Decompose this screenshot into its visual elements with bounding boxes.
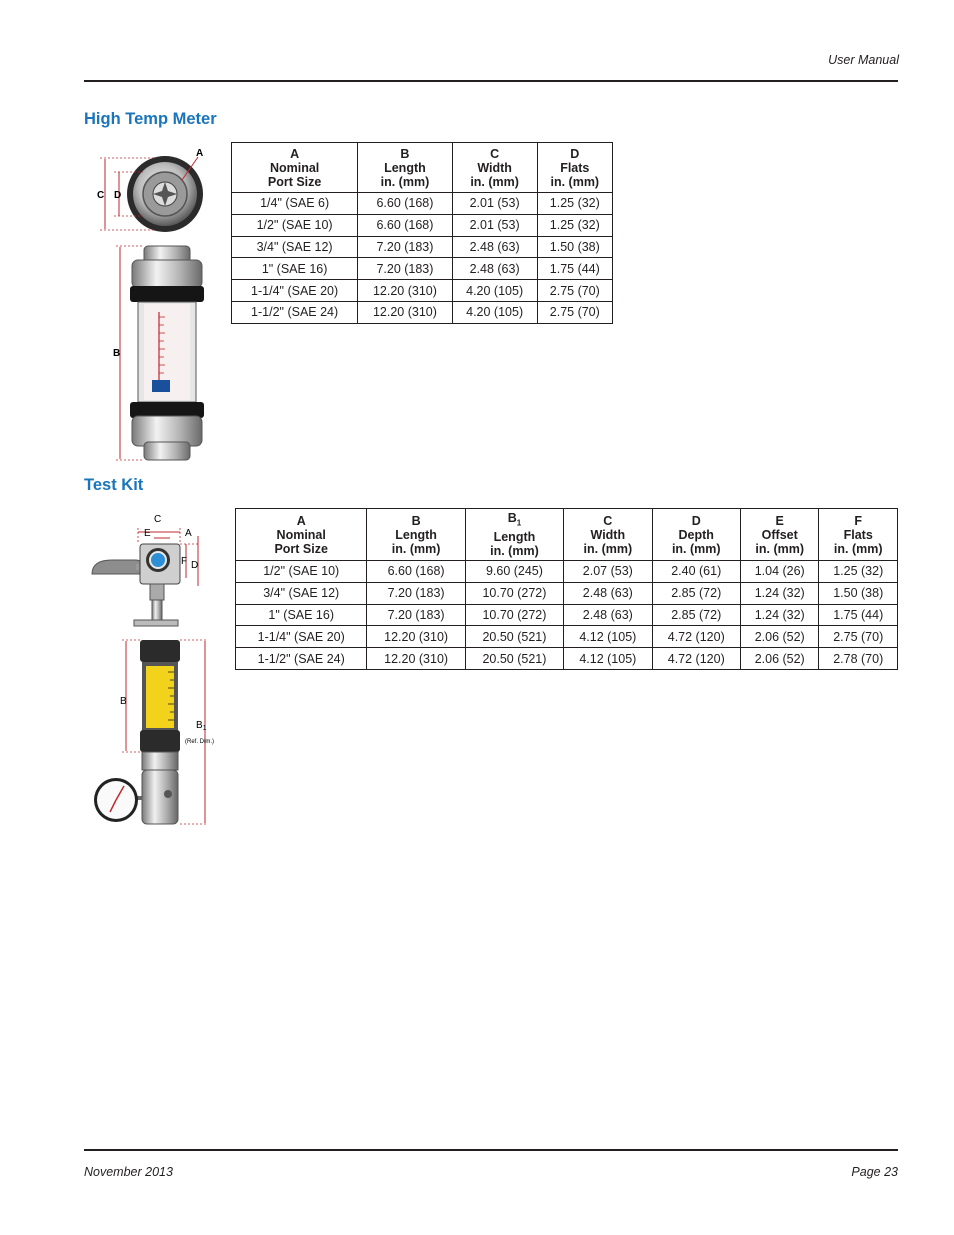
column-header-line: in. (mm) xyxy=(470,174,519,189)
table-cell: 2.01 (53) xyxy=(452,193,537,215)
column-header-line: in. (mm) xyxy=(490,544,539,559)
table-row xyxy=(232,258,613,280)
column-header-line: in. (mm) xyxy=(391,541,441,556)
table-cell: 7.20 (183) xyxy=(367,582,465,604)
column-header-line: E xyxy=(775,513,784,528)
table-cell: 3/4" (SAE 12) xyxy=(232,236,358,258)
column-header-line: D xyxy=(570,146,580,161)
fig-label-c: C xyxy=(97,190,105,201)
table-row xyxy=(236,582,898,604)
table-cell: 2.78 (70) xyxy=(819,648,898,670)
test-kit-title: Test Kit xyxy=(84,476,144,494)
footer-date: November 2013 xyxy=(84,1165,173,1179)
fig-label-c: C xyxy=(154,514,162,525)
column-header xyxy=(564,509,652,561)
fig-label-ref-dim: (Ref. Dim.) xyxy=(185,739,214,745)
table-cell: 7.20 (183) xyxy=(358,258,452,280)
fig-label-f: F xyxy=(181,556,188,567)
table-row xyxy=(232,214,613,236)
table-row xyxy=(236,648,898,670)
column-header-line: A xyxy=(290,146,300,161)
table-cell: 2.06 (52) xyxy=(740,648,819,670)
table-cell: 10.70 (272) xyxy=(465,582,563,604)
column-header-line: Flats xyxy=(560,160,590,175)
column-header xyxy=(232,143,358,193)
fig-label-a: A xyxy=(185,528,192,539)
table-cell: 2.48 (63) xyxy=(452,258,537,280)
fig-label-a: A xyxy=(196,148,204,159)
column-header-line: C xyxy=(490,146,500,161)
table-cell: 1-1/2" (SAE 24) xyxy=(236,648,367,670)
table-cell: 1.50 (38) xyxy=(819,582,898,604)
table-cell: 1-1/4" (SAE 20) xyxy=(236,626,367,648)
table-cell: 12.20 (310) xyxy=(367,626,465,648)
table-cell: 12.20 (310) xyxy=(358,301,452,323)
column-header-line: $B_1$ xyxy=(507,510,522,528)
table-cell: 1.25 (32) xyxy=(537,214,612,236)
table-cell: 12.20 (310) xyxy=(367,648,465,670)
table-cell: 1-1/4" (SAE 20) xyxy=(232,280,358,302)
table-cell: 1.25 (32) xyxy=(819,561,898,583)
upper-clamp-band xyxy=(130,286,204,302)
table-cell: 2.85 (72) xyxy=(652,582,740,604)
column-header-line: in. (mm) xyxy=(671,541,721,556)
table-cell: 6.60 (168) xyxy=(358,193,452,215)
table-cell: 2.06 (52) xyxy=(740,626,819,648)
table-row xyxy=(232,236,613,258)
column-header-line: in. (mm) xyxy=(583,541,633,556)
table-cell: 1-1/2" (SAE 24) xyxy=(232,301,358,323)
table-cell: 1/2" (SAE 10) xyxy=(236,561,367,583)
column-header xyxy=(452,143,537,193)
high-temp-title: High Temp Meter xyxy=(84,110,217,128)
column-header-line: Offset xyxy=(761,527,798,542)
table-cell: 2.48 (63) xyxy=(452,236,537,258)
header-doc-label: User Manual xyxy=(828,53,899,67)
high-temp-spec-table xyxy=(231,142,613,324)
fig-label-d: D xyxy=(114,190,122,201)
column-header-line: Nominal xyxy=(269,160,320,175)
column-header-line: Depth xyxy=(678,527,714,542)
table-cell: 4.72 (120) xyxy=(652,626,740,648)
table-cell: 2.48 (63) xyxy=(564,582,652,604)
column-header-line: C xyxy=(603,513,613,528)
table-cell: 1.04 (26) xyxy=(740,561,819,583)
table-cell: 1/4" (SAE 6) xyxy=(232,193,358,215)
table-cell: 1.75 (44) xyxy=(819,604,898,626)
table-row xyxy=(232,193,613,215)
fig-label-e: E xyxy=(144,528,151,539)
table-cell: 2.75 (70) xyxy=(537,301,612,323)
table-cell: 7.20 (183) xyxy=(358,236,452,258)
table-cell: 1/2" (SAE 10) xyxy=(232,214,358,236)
table-row xyxy=(232,280,613,302)
column-header xyxy=(465,509,563,561)
column-header-line: in. (mm) xyxy=(833,541,883,556)
table-cell: 2.40 (61) xyxy=(652,561,740,583)
column-header-line: Flats xyxy=(843,527,873,542)
column-header xyxy=(358,143,452,193)
table-cell: 2.85 (72) xyxy=(652,604,740,626)
table-cell: 1.50 (38) xyxy=(537,236,612,258)
column-header-line: A xyxy=(296,513,306,528)
table-cell: 1" (SAE 16) xyxy=(236,604,367,626)
table-cell: 1" (SAE 16) xyxy=(232,258,358,280)
table-cell: 1.24 (32) xyxy=(740,604,819,626)
table-cell: 2.48 (63) xyxy=(564,604,652,626)
valve-body xyxy=(142,770,178,824)
table-cell: 20.50 (521) xyxy=(465,648,563,670)
table-cell: 9.60 (245) xyxy=(465,561,563,583)
column-header xyxy=(367,509,465,561)
table-cell: 4.12 (105) xyxy=(564,626,652,648)
table-cell: 1.25 (32) xyxy=(537,193,612,215)
footer-page-number: Page 23 xyxy=(851,1165,898,1179)
table-cell: 4.72 (120) xyxy=(652,648,740,670)
table-cell: 10.70 (272) xyxy=(465,604,563,626)
column-header-line: B xyxy=(400,146,410,161)
column-header-line: Port Size xyxy=(267,174,322,189)
column-header xyxy=(819,509,898,561)
fig-label-d: D xyxy=(191,560,199,571)
column-header-line: in. (mm) xyxy=(380,174,430,189)
column-header-line: in. (mm) xyxy=(550,174,600,189)
table-cell: 7.20 (183) xyxy=(367,604,465,626)
column-header xyxy=(537,143,612,193)
table-row xyxy=(232,301,613,323)
table-row xyxy=(236,561,898,583)
high-temp-meter-figure xyxy=(88,142,218,467)
table-cell: 20.50 (521) xyxy=(465,626,563,648)
table-cell: 12.20 (310) xyxy=(358,280,452,302)
table-cell: 6.60 (168) xyxy=(367,561,465,583)
footer-rule xyxy=(84,1149,898,1151)
column-header-line: Length xyxy=(384,160,426,175)
table-cell: 2.01 (53) xyxy=(452,214,537,236)
table-row xyxy=(236,626,898,648)
fig-label-b1: $B_1$ xyxy=(196,720,207,732)
column-header-line: B xyxy=(411,513,421,528)
table-cell: 1.24 (32) xyxy=(740,582,819,604)
column-header-subscript: 1 xyxy=(516,518,522,528)
column-header-line: Nominal xyxy=(276,527,326,542)
column-header-line: Width xyxy=(477,160,512,175)
column-header-line: Port Size xyxy=(274,541,328,556)
table-cell: 4.20 (105) xyxy=(452,301,537,323)
column-header-line: in. (mm) xyxy=(755,541,804,556)
table-cell: 4.20 (105) xyxy=(452,280,537,302)
table-cell: 6.60 (168) xyxy=(358,214,452,236)
column-header xyxy=(740,509,819,561)
column-header-line: Width xyxy=(590,527,626,542)
column-header-line: D xyxy=(691,513,701,528)
table-cell: 1.75 (44) xyxy=(537,258,612,280)
column-header-line: F xyxy=(854,513,863,528)
test-kit-spec-table xyxy=(235,508,898,670)
table-cell: 3/4" (SAE 12) xyxy=(236,582,367,604)
header-rule xyxy=(84,80,898,82)
fig-label-b: B xyxy=(113,348,121,359)
column-header-line: Length xyxy=(395,527,437,542)
table-cell: 2.07 (53) xyxy=(564,561,652,583)
test-kit-figure xyxy=(88,508,218,833)
table-cell: 4.12 (105) xyxy=(564,648,652,670)
table-cell: 2.75 (70) xyxy=(819,626,898,648)
column-header xyxy=(236,509,367,561)
fig-label-b: B xyxy=(120,696,127,707)
table-row xyxy=(236,604,898,626)
column-header xyxy=(652,509,740,561)
table-cell: 2.75 (70) xyxy=(537,280,612,302)
column-header-line: Length xyxy=(493,530,536,545)
